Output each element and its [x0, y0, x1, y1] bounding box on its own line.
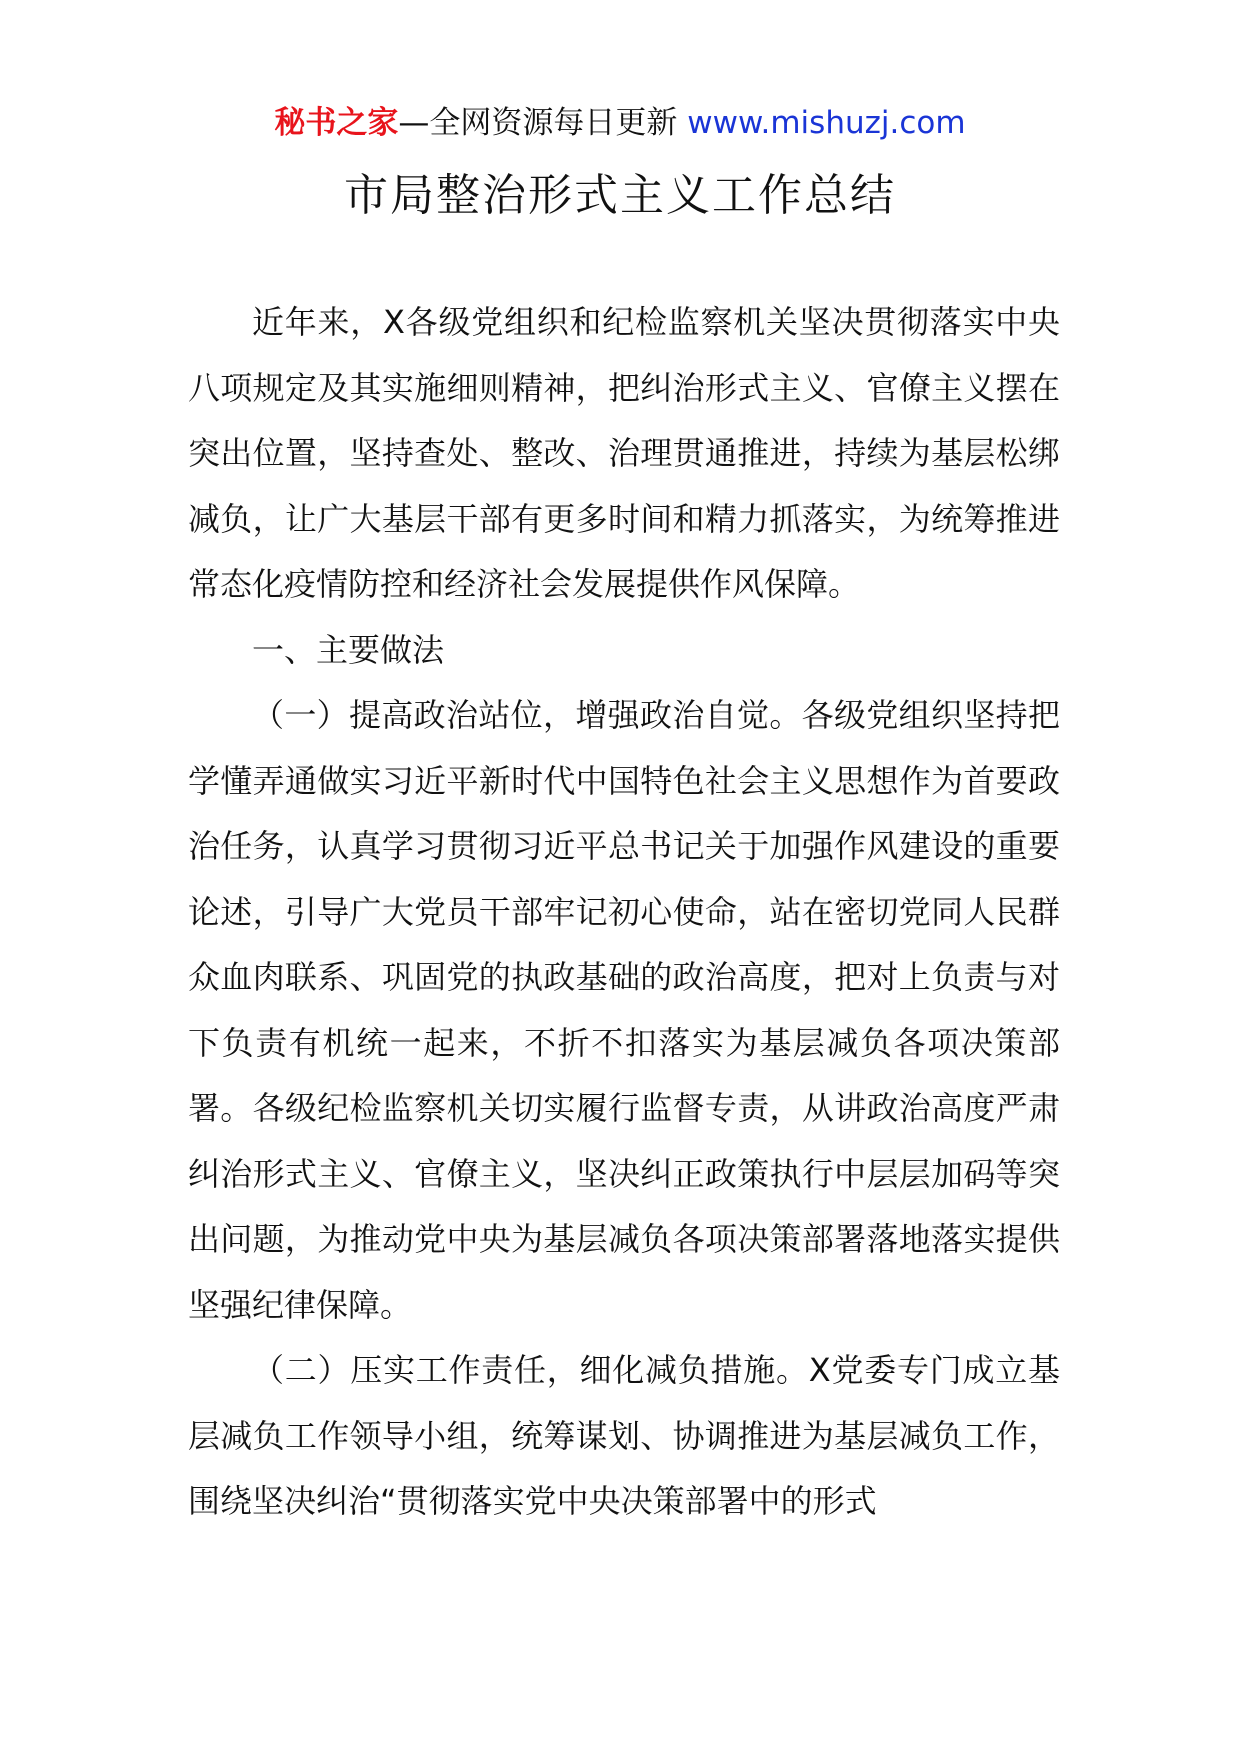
paragraph-point-one: （一）提高政治站位，增强政治自觉。各级党组织坚持把学懂弄通做实习近平新时代中国特色社会主义思想作为首要政治任务，认真学习贯彻习近平总书记关于加强作风建设的重要论述，引导广大党员干部牢记初心使命，站在密切党同人民群众血肉联系、巩固党的执政基础的政治高度，把对上负责与对下负责有机统一起来，不折不扣落实为基层减负各项决策部署。各级纪检监察机关切实履行监督专责，从讲政治高度严肃纠治形式主义、官僚主义，坚决纠正政策执行中层层加码等突出问题，为推动党中央为基层减负各项决策部署落地落实提供坚强纪律保障。 — [188, 696, 1060, 1324]
site-brand-name: 秘书之家 — [274, 105, 399, 141]
section-heading-main-practices: 一、主要做法 — [252, 630, 445, 669]
site-tagline: —全网资源每日更新 — [398, 105, 688, 141]
paragraph-intro: 近年来，X各级党组织和纪检监察机关坚决贯彻落实中央八项规定及其实施细则精神，把纠治形式主义、官僚主义摆在突出位置，坚持查处、整改、治理贯通推进，持续为基层松绑减负，让广大基层干部有更多时间和精力抓落实，为统筹推进常态化疫情防控和经济社会发展提供作风保障。 — [188, 303, 1060, 603]
document-title: 市局整治形式主义工作总结 — [344, 170, 896, 221]
document-body — [188, 290, 1060, 1535]
paragraph-point-two: （二）压实工作责任，细化减负措施。X党委专门成立基层减负工作领导小组，统筹谋划、协调推进为基层减负工作，围绕坚决纠治“贯彻落实党中央决策部署中的形式 — [188, 1351, 1060, 1520]
site-header — [0, 100, 1240, 146]
site-url-link[interactable]: www.mishuzj.com — [687, 105, 966, 141]
